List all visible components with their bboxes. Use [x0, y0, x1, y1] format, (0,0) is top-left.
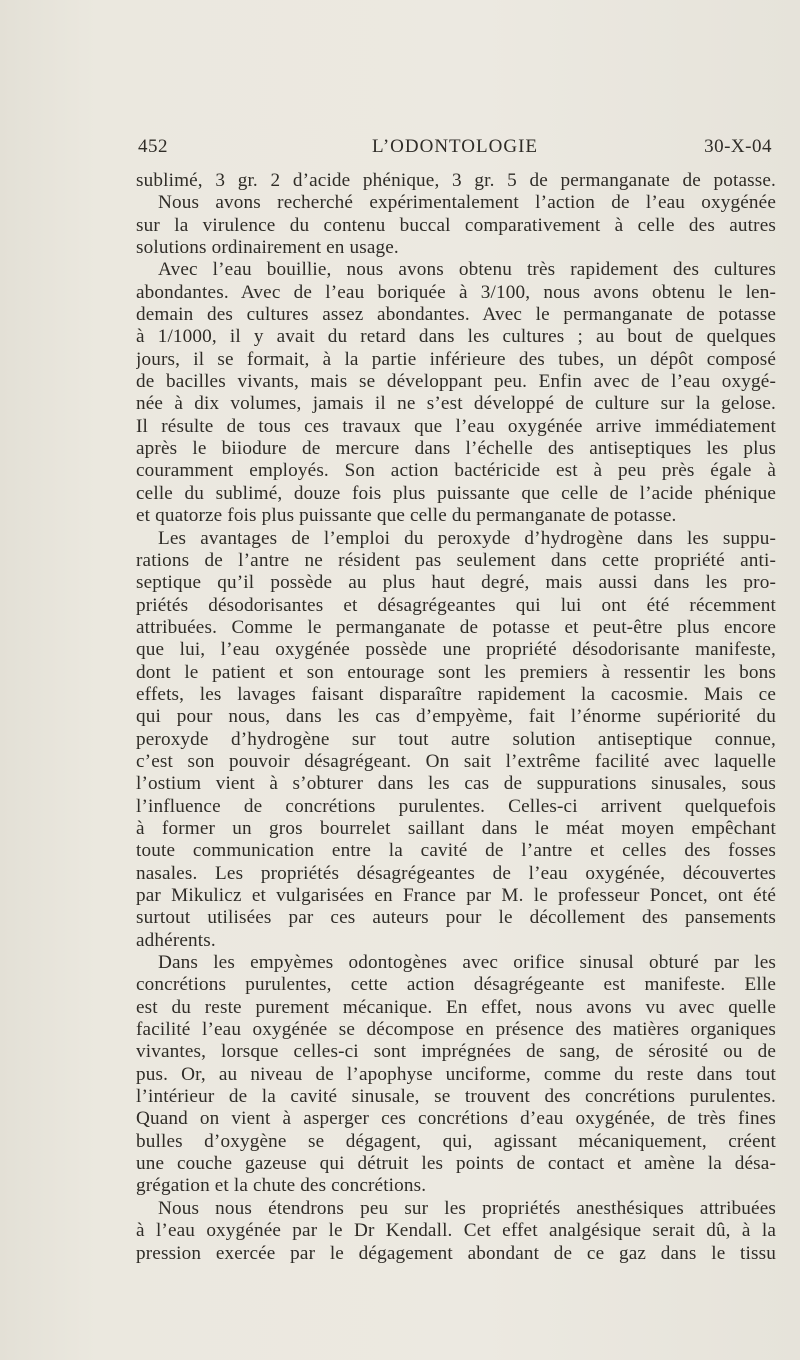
text-line: et quatorze fois plus puissante que celle du permanganate de potasse.: [136, 505, 677, 527]
text-line: une couche gazeuse qui détruit les points de contact et amène la désa-: [136, 1153, 776, 1175]
text-line: née à dix volumes, jamais il ne s’est développé de culture sur la gelose.: [136, 393, 776, 415]
text-line: qui pour nous, dans les cas d’empyème, fait l’énorme supériorité du: [136, 706, 776, 728]
text-line: effets, les lavages faisant disparaître rapidement la cacosmie. Mais ce: [136, 683, 776, 705]
text-line: par Mikulicz et vulgarisées en France par M. le professeur Poncet, ont été: [136, 885, 776, 906]
issue-date: 30-X-04: [704, 136, 772, 157]
text-line: est du reste purement mécanique. En effet, nous avons vu avec quelle: [136, 996, 776, 1018]
text-line: Nous nous étendrons peu sur les propriétés anesthésiques attribuées: [158, 1197, 776, 1219]
text-line: priétés désodorisantes et désagrégeantes qui lui ont été récemment: [136, 594, 776, 616]
text-line: septique qu’il possède au plus haut degré, mais aussi dans les pro-: [136, 572, 776, 594]
text-line: surtout utilisées par ces auteurs pour le décollement des pansements: [136, 907, 776, 929]
text-line: sur la virulence du contenu buccal comparativement à celle des autres: [136, 214, 776, 236]
text-line: Dans les empyèmes odontogènes avec orifice sinusal obturé par les: [158, 952, 776, 974]
text-line: couramment employés. Son action bactéricide est à peu près égale à: [136, 460, 776, 482]
body-text: [136, 170, 776, 1265]
text-line: nasales. Les propriétés désagrégeantes de l’eau oxygénée, découvertes: [136, 862, 776, 884]
text-line: peroxyde d’hydrogène sur tout autre solution antiseptique connue,: [136, 728, 776, 750]
text-line: grégation et la chute des concrétions.: [136, 1175, 427, 1197]
text-line: que lui, l’eau oxygénée possède une propriété désodorisante manifeste,: [136, 639, 776, 661]
text-line: à former un gros bourrelet saillant dans le méat moyen empêchant: [136, 817, 776, 839]
text-line: l’ostium vient à s’obturer dans les cas de suppurations sinusales, sous: [136, 773, 776, 795]
text-line: solutions ordinairement en usage.: [136, 237, 399, 259]
text-line: adhérents.: [136, 929, 216, 951]
text-line: toute communication entre la cavité de l’antre et celles des fosses: [136, 840, 776, 862]
text-line: attribuées. Comme le permanganate de potasse et peut-être plus encore: [136, 616, 776, 638]
text-line: celle du sublimé, douze fois plus puissante que celle de l’acide phénique: [136, 482, 776, 504]
text-line: l’intérieur de la cavité sinusale, se trouvent des concrétions purulentes.: [136, 1086, 776, 1108]
text-line: abondantes. Avec de l’eau boriquée à 3/100, nous avons obtenu le len-: [136, 281, 776, 303]
page-header: [138, 136, 772, 162]
text-line: Il résulte de tous ces travaux que l’eau oxygénée arrive immédiatement: [136, 415, 776, 437]
text-line: Les avantages de l’emploi du peroxyde d’hydrogène dans les suppu-: [158, 527, 776, 549]
text-line: sublimé, 3 gr. 2 d’acide phénique, 3 gr. 5 de permanganate de potasse.: [136, 170, 776, 191]
text-line: jours, il se formait, à la partie inférieure des tubes, un dépôt composé: [136, 348, 776, 370]
text-line: demain des cultures assez abondantes. Avec le permanganate de potasse: [136, 304, 776, 326]
text-line: c’est son pouvoir désagrégeant. On sait l’extrême facilité avec laquelle: [136, 750, 776, 772]
text-line: pus. Or, au niveau de l’apophyse unciforme, comme du reste dans tout: [136, 1063, 776, 1085]
text-line: bulles d’oxygène se dégagent, qui, agissant mécaniquement, créent: [136, 1130, 776, 1152]
text-line: concrétions purulentes, cette action désagrégeante est manifeste. Elle: [136, 974, 776, 996]
page-number: 452: [138, 136, 168, 157]
text-line: de bacilles vivants, mais se développant peu. Enfin avec de l’eau oxygé-: [136, 371, 776, 393]
running-title: L’ODONTOLOGIE: [371, 136, 539, 157]
text-line: pression exercée par le dégagement abondant de ce gaz dans le tissu: [136, 1242, 776, 1264]
text-line: facilité l’eau oxygénée se décompose en présence des matières organiques: [136, 1019, 776, 1041]
text-line: à l’eau oxygénée par le Dr Kendall. Cet effet analgésique serait dû, à la: [136, 1220, 776, 1242]
text-line: après le biiodure de mercure dans l’échelle des antiseptiques les plus: [136, 438, 776, 460]
text-line: vivantes, lorsque celles-ci sont imprégnées de sang, de sérosité ou de: [136, 1041, 776, 1063]
text-line: à 1/1000, il y avait du retard dans les cultures ; au bout de quelques: [136, 326, 776, 348]
text-line: Nous avons recherché expérimentalement l’action de l’eau oxygénée: [158, 192, 776, 214]
text-line: Quand on vient à asperger ces concrétions d’eau oxygénée, de très fines: [136, 1108, 776, 1130]
text-line: rations de l’antre ne résident pas seulement dans cette propriété anti-: [136, 549, 776, 571]
text-line: l’influence de concrétions purulentes. Celles-ci arrivent quelquefois: [136, 795, 776, 817]
text-line: Avec l’eau bouillie, nous avons obtenu très rapidement des cultures: [158, 259, 776, 281]
text-line: dont le patient et son entourage sont les premiers à ressentir les bons: [136, 661, 776, 683]
